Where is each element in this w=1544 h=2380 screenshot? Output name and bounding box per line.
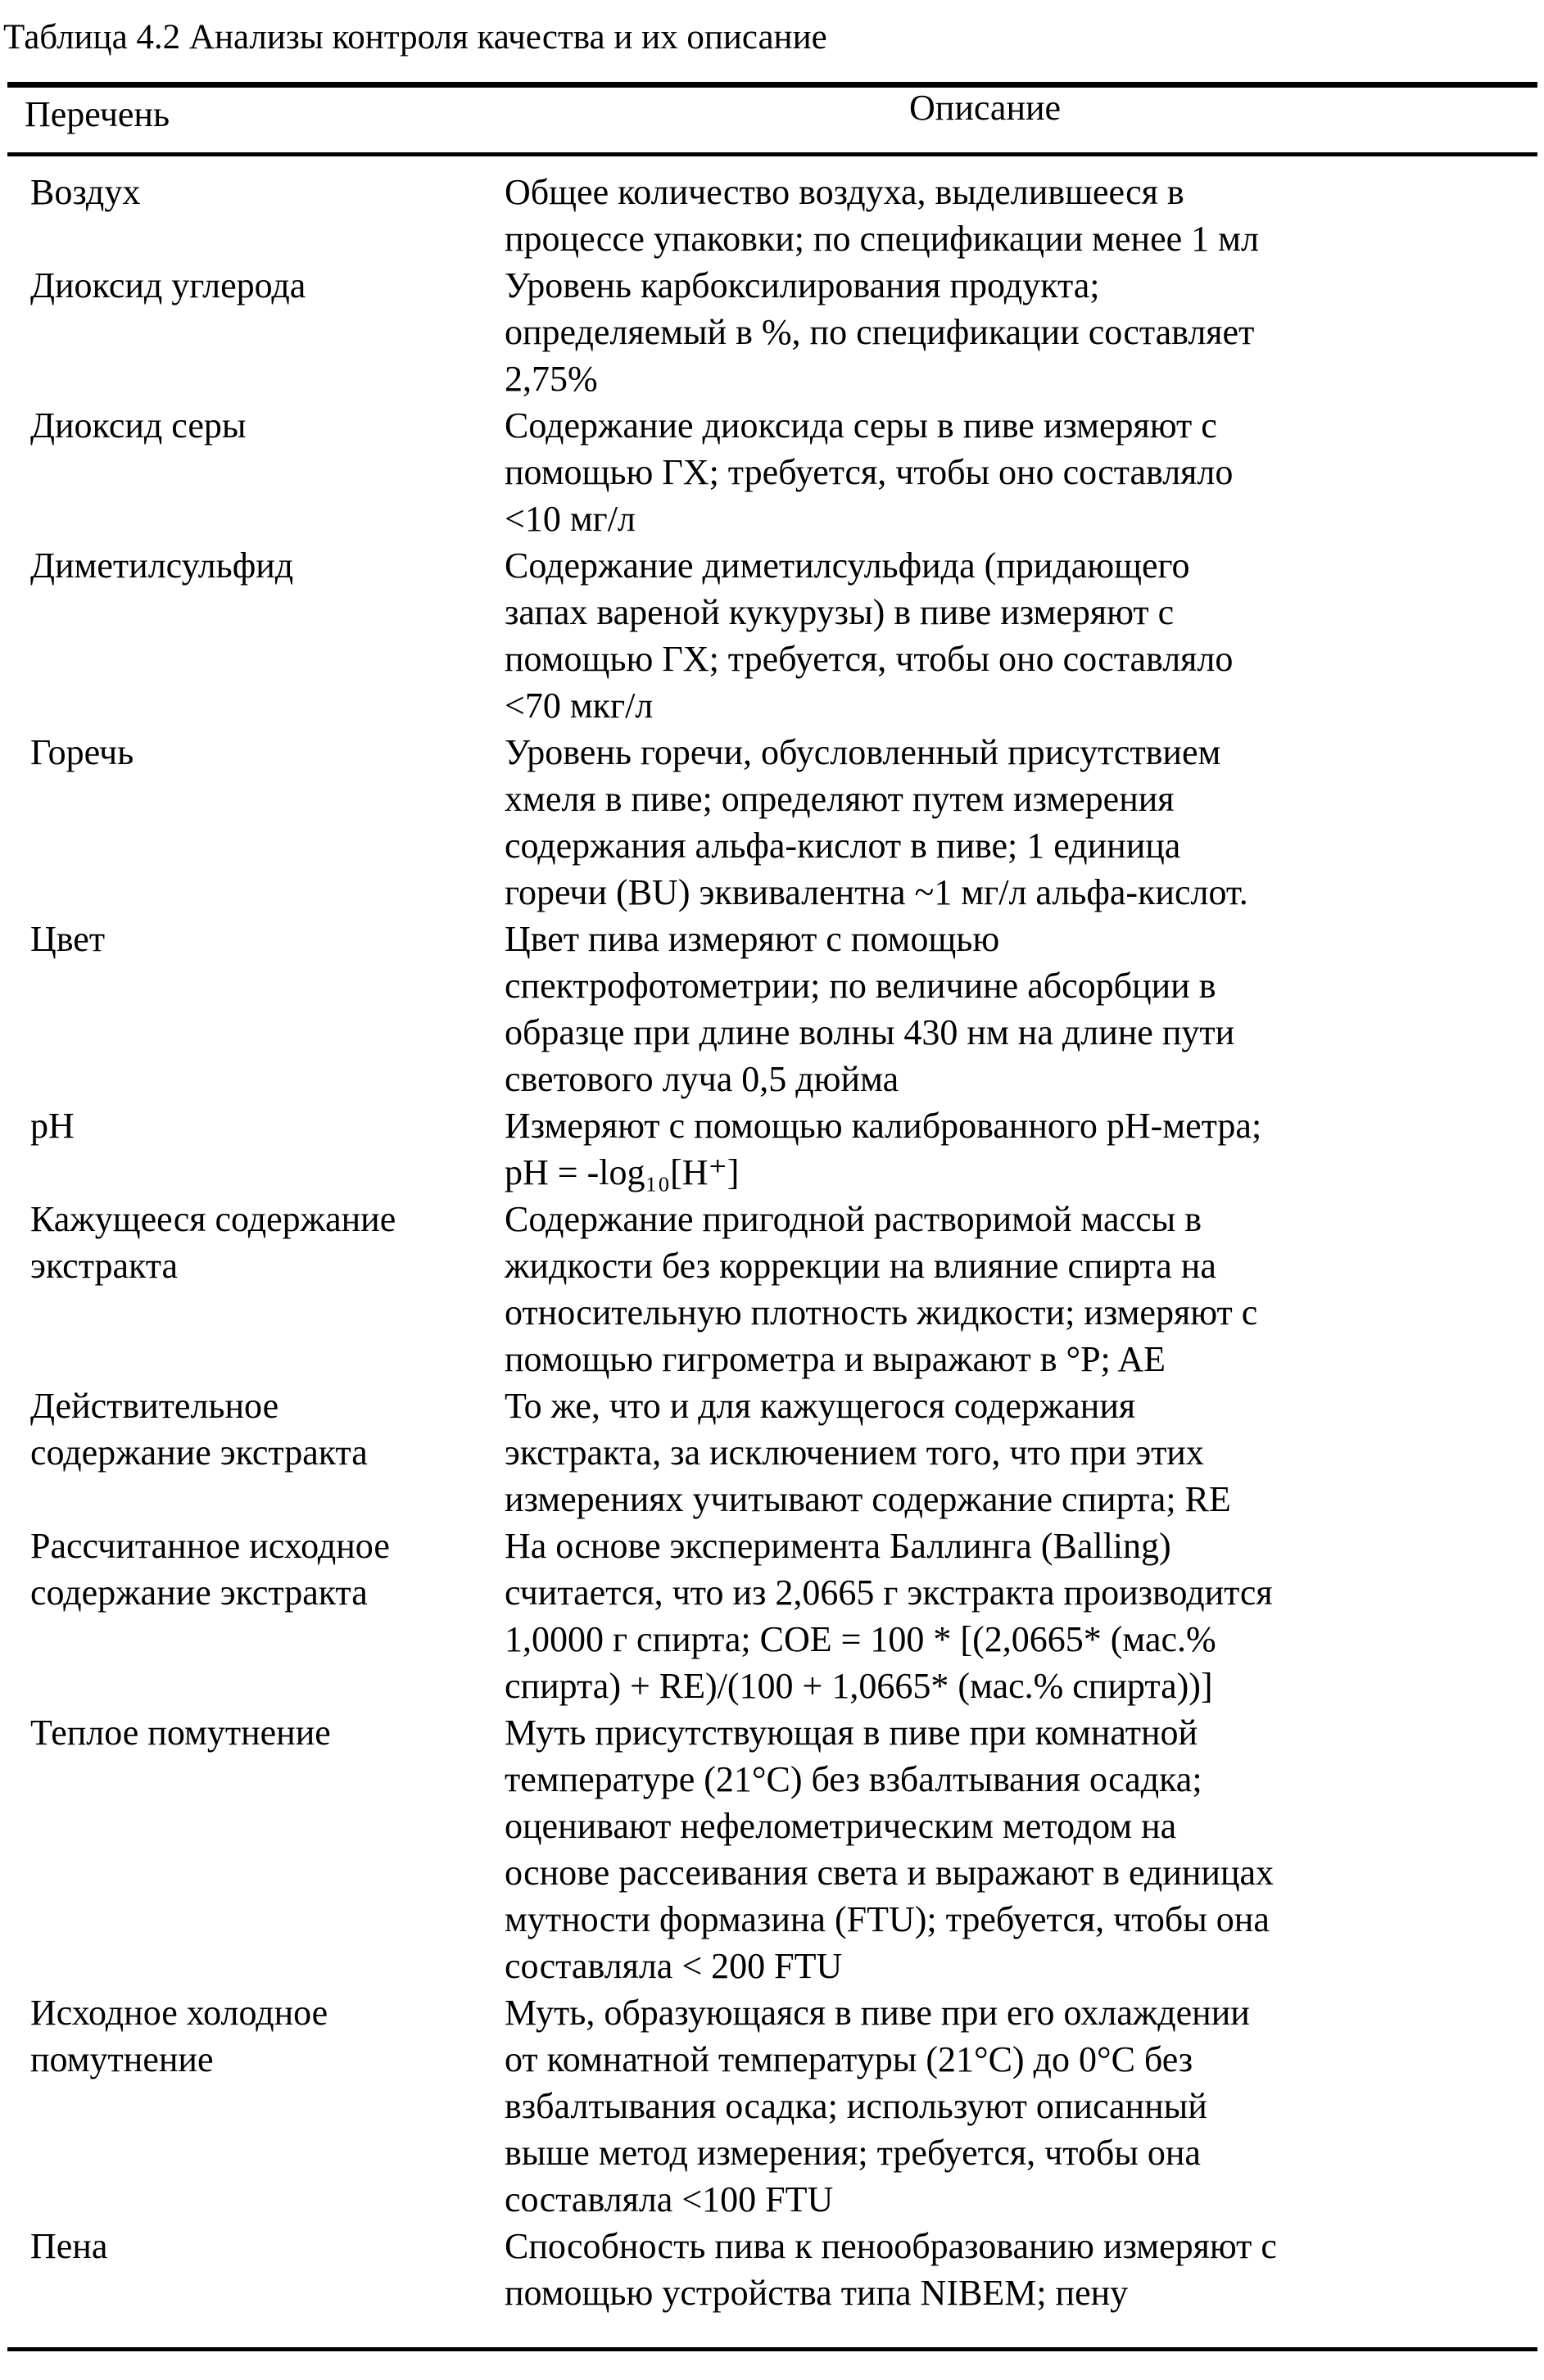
description-text: Содержание пригодной растворимой массы в [505,1196,1504,1242]
item-cell [0,1989,505,2223]
description-text: взбалтывания осадка; используют описанный [505,2083,1504,2129]
description-text: Уровень карбоксилирования продукта; [505,262,1504,309]
item-text: Действительное [30,1382,505,1429]
description-text: составляла < 200 FTU [505,1943,1504,1989]
description-text: Способность пива к пенообразованию измеряют с [505,2223,1504,2269]
description-text: оценивают нефелометрическим методом на [505,1803,1504,1849]
description-cell [505,1989,1504,2223]
description-cell [505,1102,1504,1196]
item-cell [0,1196,505,1382]
description-text: <10 мг/л [505,495,1504,542]
description-cell [505,542,1504,729]
table-row [0,916,1544,1102]
description-text: температуре (21°C) без взбалтывания осадка; [505,1756,1504,1803]
description-text: образце при длине волны 430 нм на длине пути [505,1009,1504,1056]
description-text: Измеряют с помощью калиброванного pH-метра; [505,1102,1504,1149]
item-text: содержание экстракта [30,1429,505,1476]
description-text: измерениях учитывают содержание спирта; RE [505,1476,1504,1523]
table-row [0,729,1544,916]
item-text: содержание экстракта [30,1569,505,1616]
description-text: pH = -log₁₀[H⁺] [505,1149,1504,1196]
table-body [0,169,1544,2316]
description-text: Содержание диметилсульфида (придающего [505,542,1504,589]
description-text: относительную плотность жидкости; измеряют с [505,1289,1504,1336]
description-cell [505,916,1504,1102]
table-row [0,402,1544,542]
item-cell [0,262,505,402]
description-cell [505,1709,1504,1989]
column-header-description: Описание [909,85,1061,131]
table-row [0,1102,1544,1196]
description-cell [505,729,1504,916]
description-text: 2,75% [505,355,1504,402]
description-text: Уровень горечи, обусловленный присутствием [505,729,1504,776]
item-text: Кажущееся содержание [30,1196,505,1242]
table-row [0,1989,1544,2223]
item-cell [0,1102,505,1196]
table-row [0,169,1544,262]
description-cell [505,169,1504,262]
description-cell [505,402,1504,542]
description-text: хмеля в пиве; определяют путем измерения [505,776,1504,822]
table-row [0,1523,1544,1709]
description-cell [505,262,1504,402]
item-text: помутнение [30,2036,505,2083]
item-cell [0,916,505,1102]
description-text: экстракта, за исключением того, что при этих [505,1429,1504,1476]
description-text: составляла <100 FTU [505,2176,1504,2223]
table-row [0,262,1544,402]
description-text: На основе эксперимента Баллинга (Balling) [505,1523,1504,1569]
description-text: <70 мкг/л [505,682,1504,729]
description-text: выше метод измерения; требуется, чтобы она [505,2129,1504,2176]
table-row [0,1709,1544,1989]
description-cell [505,2223,1504,2316]
description-text: светового луча 0,5 дюйма [505,1056,1504,1102]
description-text: Содержание диоксида серы в пиве измеряют с [505,402,1504,449]
description-text: То же, что и для кажущегося содержания [505,1382,1504,1429]
table-row [0,1382,1544,1523]
description-cell [505,1523,1504,1709]
item-text: Диоксид серы [30,402,505,449]
description-text: спирта) + RE)/(100 + 1,0665* (мас.% спирта))] [505,1663,1504,1709]
header-rule [7,152,1537,156]
description-text: мутности формазина (FTU); требуется, чтобы она [505,1896,1504,1943]
description-text: Муть присутствующая в пиве при комнатной [505,1709,1504,1756]
column-header-item: Перечень [25,92,170,138]
item-text: Диоксид углерода [30,262,505,309]
item-cell [0,1382,505,1523]
description-text: Общее количество воздуха, выделившееся в [505,169,1504,215]
item-text: Горечь [30,729,505,776]
description-text: горечи (BU) эквивалентна ~1 мг/л альфа-кислот. [505,869,1504,916]
description-text: жидкости без коррекции на влияние спирта на [505,1242,1504,1289]
description-text: содержания альфа-кислот в пиве; 1 единица [505,822,1504,869]
item-cell [0,2223,505,2316]
item-text: Теплое помутнение [30,1709,505,1756]
description-cell [505,1196,1504,1382]
description-text: помощью устройства типа NIBEM; пену [505,2269,1504,2316]
item-cell [0,1523,505,1709]
table-row [0,1196,1544,1382]
item-text: Диметилсульфид [30,542,505,589]
description-text: помощью ГХ; требуется, чтобы оно составляло [505,636,1504,682]
description-text: определяемый в %, по спецификации составляет [505,309,1504,355]
description-text: считается, что из 2,0665 г экстракта производится [505,1569,1504,1616]
description-text: процессе упаковки; по спецификации менее 1 мл [505,215,1504,262]
description-cell [505,1382,1504,1523]
item-text: Пена [30,2223,505,2269]
item-text: Рассчитанное исходное [30,1523,505,1569]
item-cell [0,542,505,729]
top-rule [7,82,1537,88]
description-text: запах вареной кукурузы) в пиве измеряют с [505,589,1504,636]
item-text: pH [30,1102,505,1149]
item-text: Цвет [30,916,505,962]
description-text: Муть, образующаяся в пиве при его охлаждении [505,1989,1504,2036]
table-caption: Таблица 4.2 Анализы контроля качества и их описание [3,15,827,61]
description-text: от комнатной температуры (21°C) до 0°C без [505,2036,1504,2083]
item-cell [0,729,505,916]
description-text: Цвет пива измеряют с помощью [505,916,1504,962]
item-text: Исходное холодное [30,1989,505,2036]
table-row [0,2223,1544,2316]
item-cell [0,402,505,542]
item-text: Воздух [30,169,505,215]
description-text: 1,0000 г спирта; COE = 100 * [(2,0665* (мас.% [505,1616,1504,1663]
bottom-rule [7,2347,1537,2351]
item-cell [0,169,505,262]
item-cell [0,1709,505,1989]
description-text: спектрофотометрии; по величине абсорбции в [505,962,1504,1009]
description-text: основе рассеивания света и выражают в единицах [505,1849,1504,1896]
description-text: помощью ГХ; требуется, чтобы оно составляло [505,449,1504,495]
item-text: экстракта [30,1242,505,1289]
table-row [0,542,1544,729]
description-text: помощью гигрометра и выражают в °P; AE [505,1336,1504,1382]
